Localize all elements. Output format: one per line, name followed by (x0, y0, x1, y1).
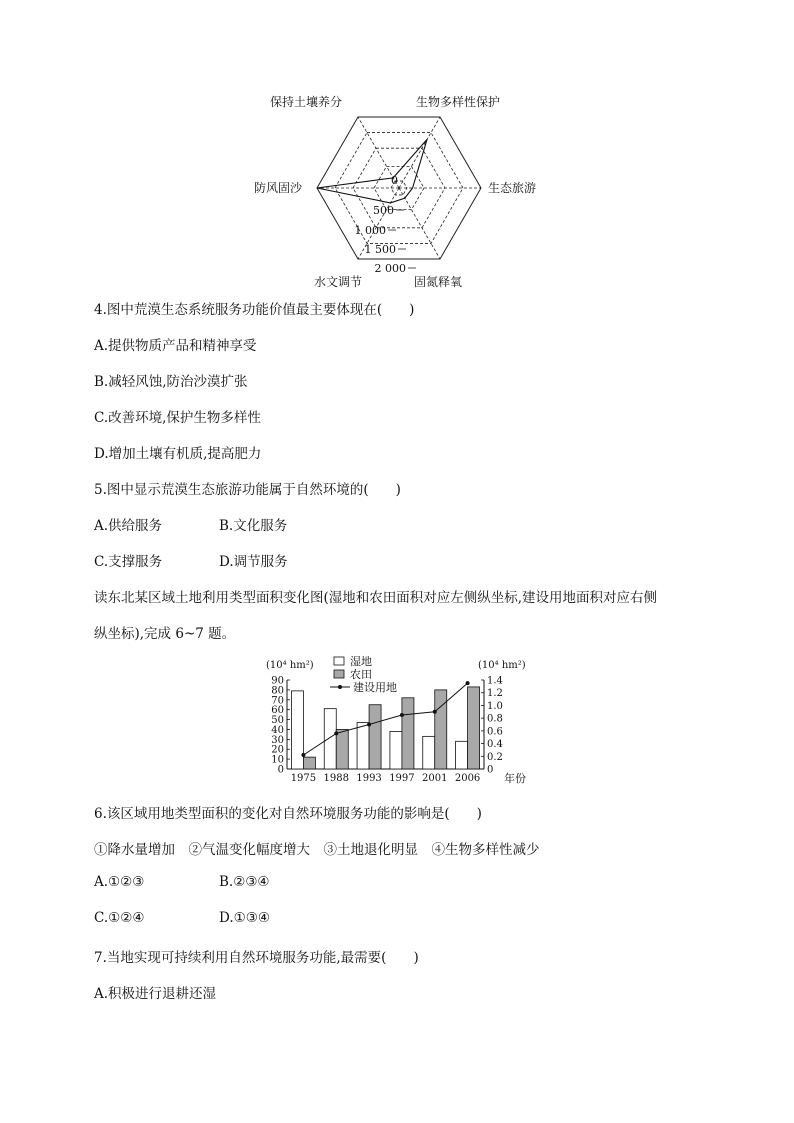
intro-line-2: 纵坐标),完成 6~7 题。 (94, 626, 236, 642)
chart-bars (291, 687, 479, 769)
x-tick-label: 1993 (356, 773, 382, 784)
construction-point (433, 710, 437, 714)
radar-ring-label: 0 (391, 174, 398, 187)
land-use-chart (262, 654, 542, 786)
radar-value-shape (317, 139, 427, 203)
construction-point (400, 713, 404, 717)
q5-stem: 5.图中显示荒漠生态旅游功能属于自然环境的( ) (94, 482, 401, 498)
q6-option-a[interactable]: A.①②③ (94, 874, 145, 890)
q6-statements: ①降水量增加 ②气温变化幅度增大 ③土地退化明显 ④生物多样性减少 (94, 842, 540, 858)
construction-point (466, 681, 470, 685)
q4-stem: 4.图中荒漠生态系统服务功能价值最主要体现在( ) (94, 302, 415, 318)
right-tick-label: 1.0 (487, 700, 503, 712)
construction-point (301, 753, 305, 757)
left-tick-label: 10 (271, 754, 284, 766)
bar-farmland (369, 705, 381, 769)
construction-point (334, 731, 338, 735)
q4-option-d[interactable]: D.增加土壤有机质,提高肥力 (94, 446, 262, 462)
radar-ring-label: 1 000 (354, 224, 386, 237)
left-axis-unit: (10⁴ hm²) (266, 660, 314, 671)
radar-chart (250, 90, 550, 290)
x-tick-label: 2001 (422, 773, 448, 784)
q6-option-d[interactable]: D.①③④ (219, 910, 270, 926)
radar-axis-labels (254, 94, 536, 289)
x-axis-label: 年份 (504, 772, 526, 785)
left-tick-label: 80 (271, 685, 284, 697)
q4-option-a[interactable]: A.提供物质产品和精神享受 (94, 338, 257, 354)
q5-option-b[interactable]: B.文化服务 (219, 518, 288, 534)
radar-value-polygon (317, 139, 427, 203)
right-tick-label: 0.4 (487, 739, 503, 751)
left-tick-label: 30 (271, 734, 284, 746)
left-tick-label: 50 (271, 715, 284, 727)
radar-axis-label: 固氮释氧 (414, 275, 463, 289)
bar-farmland (402, 698, 414, 769)
left-tick-label: 20 (271, 744, 284, 756)
right-axis-unit: (10⁴ hm²) (478, 660, 526, 671)
bar-wetland (357, 723, 369, 769)
x-tick-label: 1997 (389, 773, 415, 784)
radar-ring-label: 2 000 (374, 262, 406, 275)
radar-axis-label: 生物多样性保护 (416, 95, 501, 109)
construction-point (367, 723, 371, 727)
bar-wetland (324, 709, 336, 769)
radar-spoke (399, 117, 440, 188)
right-tick-label: 0.2 (487, 751, 503, 763)
legend-construction-point (338, 685, 342, 689)
radar-axis-label: 水文调节 (313, 275, 362, 289)
legend-wetland-swatch (334, 657, 344, 665)
q6-option-b[interactable]: B.②③④ (219, 874, 270, 890)
left-tick-label: 90 (271, 675, 284, 687)
q4-option-c[interactable]: C.改善环境,保护生物多样性 (94, 410, 261, 426)
x-tick-label: 2006 (454, 773, 481, 784)
right-tick-label: 0.6 (487, 726, 503, 738)
legend-construction-label: 建设用地 (353, 681, 397, 694)
legend-farmland-label: 农田 (350, 668, 372, 681)
q7-stem: 7.当地实现可持续利用自然环境服务功能,最需要( ) (94, 950, 419, 966)
radar-ring-label: 500 (373, 204, 394, 217)
chart-legend (330, 654, 397, 694)
right-tick-label: 0 (487, 764, 494, 776)
q5-option-d[interactable]: D.调节服务 (219, 554, 288, 570)
bar-farmland (468, 687, 480, 769)
radar-grid (317, 117, 481, 259)
left-tick-label: 0 (277, 764, 284, 776)
legend-farmland-swatch (334, 670, 344, 678)
bar-wetland (423, 736, 435, 769)
radar-axis-label: 防风固沙 (253, 181, 302, 195)
x-tick-label: 1975 (290, 773, 317, 784)
q4-option-b[interactable]: B.减轻风蚀,防治沙漠扩张 (94, 374, 248, 390)
q5-option-a[interactable]: A.供给服务 (94, 518, 163, 534)
q7-option-a[interactable]: A.积极进行退耕还湿 (94, 986, 217, 1002)
bar-wetland (456, 741, 468, 769)
radar-axis-label: 生态旅游 (488, 181, 537, 195)
q6-stem: 6.该区域用地类型面积的变化对自然环境服务功能的影响是( ) (94, 806, 482, 822)
radar-spoke (399, 188, 440, 259)
bar-wetland (390, 731, 402, 769)
bar-farmland (303, 757, 315, 769)
bar-farmland (435, 690, 447, 769)
right-tick-label: 1.4 (487, 675, 503, 687)
q6-option-c[interactable]: C.①②④ (94, 910, 145, 926)
x-tick-label: 1988 (323, 773, 349, 784)
legend-wetland-label: 湿地 (350, 655, 372, 668)
left-tick-label: 40 (271, 724, 284, 736)
right-tick-label: 0.8 (487, 713, 503, 725)
bar-farmland (336, 729, 348, 769)
right-tick-label: 1.2 (487, 688, 503, 700)
left-tick-label: 70 (271, 695, 284, 707)
radar-axis-label: 保持土壤养分 (269, 95, 342, 109)
q5-option-c[interactable]: C.支撑服务 (94, 554, 163, 570)
left-tick-label: 60 (271, 705, 284, 717)
intro-line-1: 读东北某区域土地利用类型面积变化图(湿地和农田面积对应左侧纵坐标,建设用地面积对应右侧 (94, 590, 658, 606)
bar-wetland (291, 691, 303, 769)
radar-ring-label: 1 500 (364, 243, 396, 256)
